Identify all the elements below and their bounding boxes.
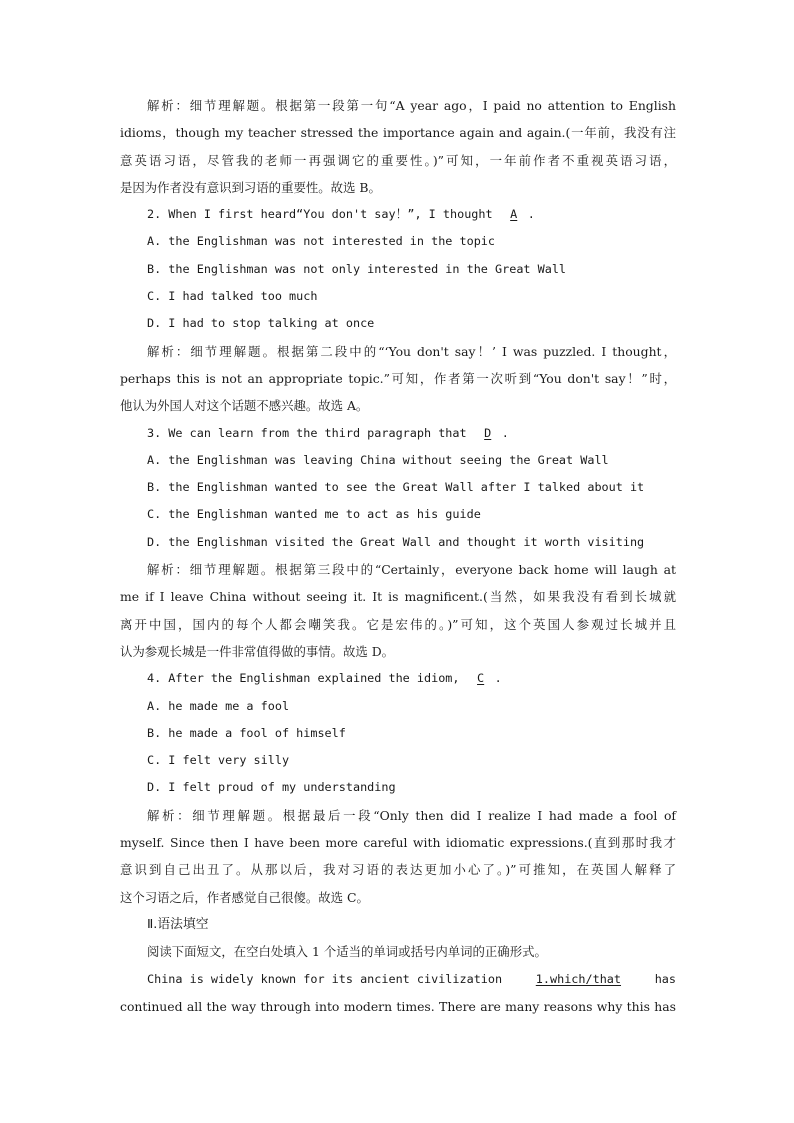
answer-blank: D — [484, 425, 492, 440]
question-3-option-d: D. the Englishman visited the Great Wall and thought it worth visiting — [147, 534, 645, 549]
answer-blank-1: 1.which/that — [535, 971, 622, 986]
question-4-option-b: B. he made a fool of himself — [147, 725, 346, 740]
explanation-q3-line-3: 离开中国，国内的每个人都会嘲笑我。它是宏伟的。)”可知，这个英国人参观过长城并且 — [120, 616, 676, 632]
explanation-q2-line-3: 他认为外国人对这个话题不感兴趣。故选 A。 — [120, 398, 369, 414]
question-3-stem: 3. We can learn from the third paragraph that D . — [120, 420, 676, 447]
passage-line-2: continued all the way through into modern times. There are many reasons why this has — [120, 998, 676, 1014]
question-3-option-c: C. the Englishman wanted me to act as his guide — [147, 507, 481, 522]
explanation-q1-line-2: idioms，though my teacher stressed the importance again and again.(一年前，我没有注 — [120, 125, 676, 141]
question-3-option-a: A. the Englishman was leaving China without seeing the Great Wall — [147, 452, 609, 467]
question-4-option-a: A. he made me a fool — [147, 698, 290, 713]
explanation-q2-line-2: perhaps this is not an appropriate topic.”可知，作者第一次听到“You don't say！”时， — [120, 370, 676, 386]
explanation-q4-line-4: 这个习语之后，作者感觉自己很傻。故选 C。 — [120, 889, 369, 905]
question-4-option-c: C. I felt very silly — [147, 753, 290, 768]
question-2-option-a: A. the Englishman was not interested in the topic — [147, 234, 496, 249]
question-4-option-d: D. I felt proud of my understanding — [147, 780, 396, 795]
question-2-option-d: D. I had to stop talking at once — [147, 316, 375, 331]
explanation-q1-line-4: 是因为作者没有意识到习语的重要性。故选 B。 — [120, 179, 381, 195]
answer-blank: A — [510, 207, 518, 222]
question-4-stem: 4. After the Englishman explained the idiom, C . — [120, 665, 676, 692]
answer-blank: C — [477, 671, 485, 686]
question-3-option-b: B. the Englishman wanted to see the Great Wall after I talked about it — [147, 480, 645, 495]
explanation-q4-line-2: myself. Since then I have been more careful with idiomatic expressions.(直到那时我才 — [120, 835, 676, 851]
explanation-q4-line-1: 解析：细节理解题。根据最后一段“Only then did I realize I had made a fool of — [147, 807, 676, 823]
explanation-q4-line-3: 意识到自己出丑了。从那以后，我对习语的表达更加小心了。)”可推知，在英国人解释了 — [120, 862, 676, 878]
question-2-stem: 2. When I first heard“You don't say！”, I thought A . — [120, 201, 676, 228]
question-2-option-b: B. the Englishman was not only interested in the Great Wall — [147, 261, 567, 276]
section-instructions: 阅读下面短文，在空白处填入 1 个适当的单词或括号内单词的正确形式。 — [147, 944, 547, 960]
explanation-q1-line-1: 解析：细节理解题。根据第一段第一句“A year ago，I paid no attention to English — [147, 98, 676, 113]
explanation-q3-line-2: me if I leave China without seeing it. It is magnificent.(当然，如果我没有看到长城就 — [120, 589, 676, 605]
document-page — [120, 92, 676, 1020]
explanation-q1-line-3: 意英语习语，尽管我的老师一再强调它的重要性。)”可知，一年前作者不重视英语习语， — [120, 152, 676, 168]
passage-line-1: China is widely known for its ancient civilization 1.which/that has — [120, 966, 676, 993]
section-heading-grammar-fill: Ⅱ.语法填空 — [147, 916, 209, 932]
explanation-q3-line-4: 认为参观长城是一件非常值得做的事情。故选 D。 — [120, 643, 395, 659]
explanation-q3-line-1: 解析：细节理解题。根据第三段中的“Certainly，everyone back home will laugh at — [147, 562, 676, 578]
explanation-q2-line-1: 解析：细节理解题。根据第二段中的“‘You don't say！’ I was puzzled. I thought， — [147, 343, 676, 359]
question-2-option-c: C. I had talked too much — [147, 289, 318, 304]
